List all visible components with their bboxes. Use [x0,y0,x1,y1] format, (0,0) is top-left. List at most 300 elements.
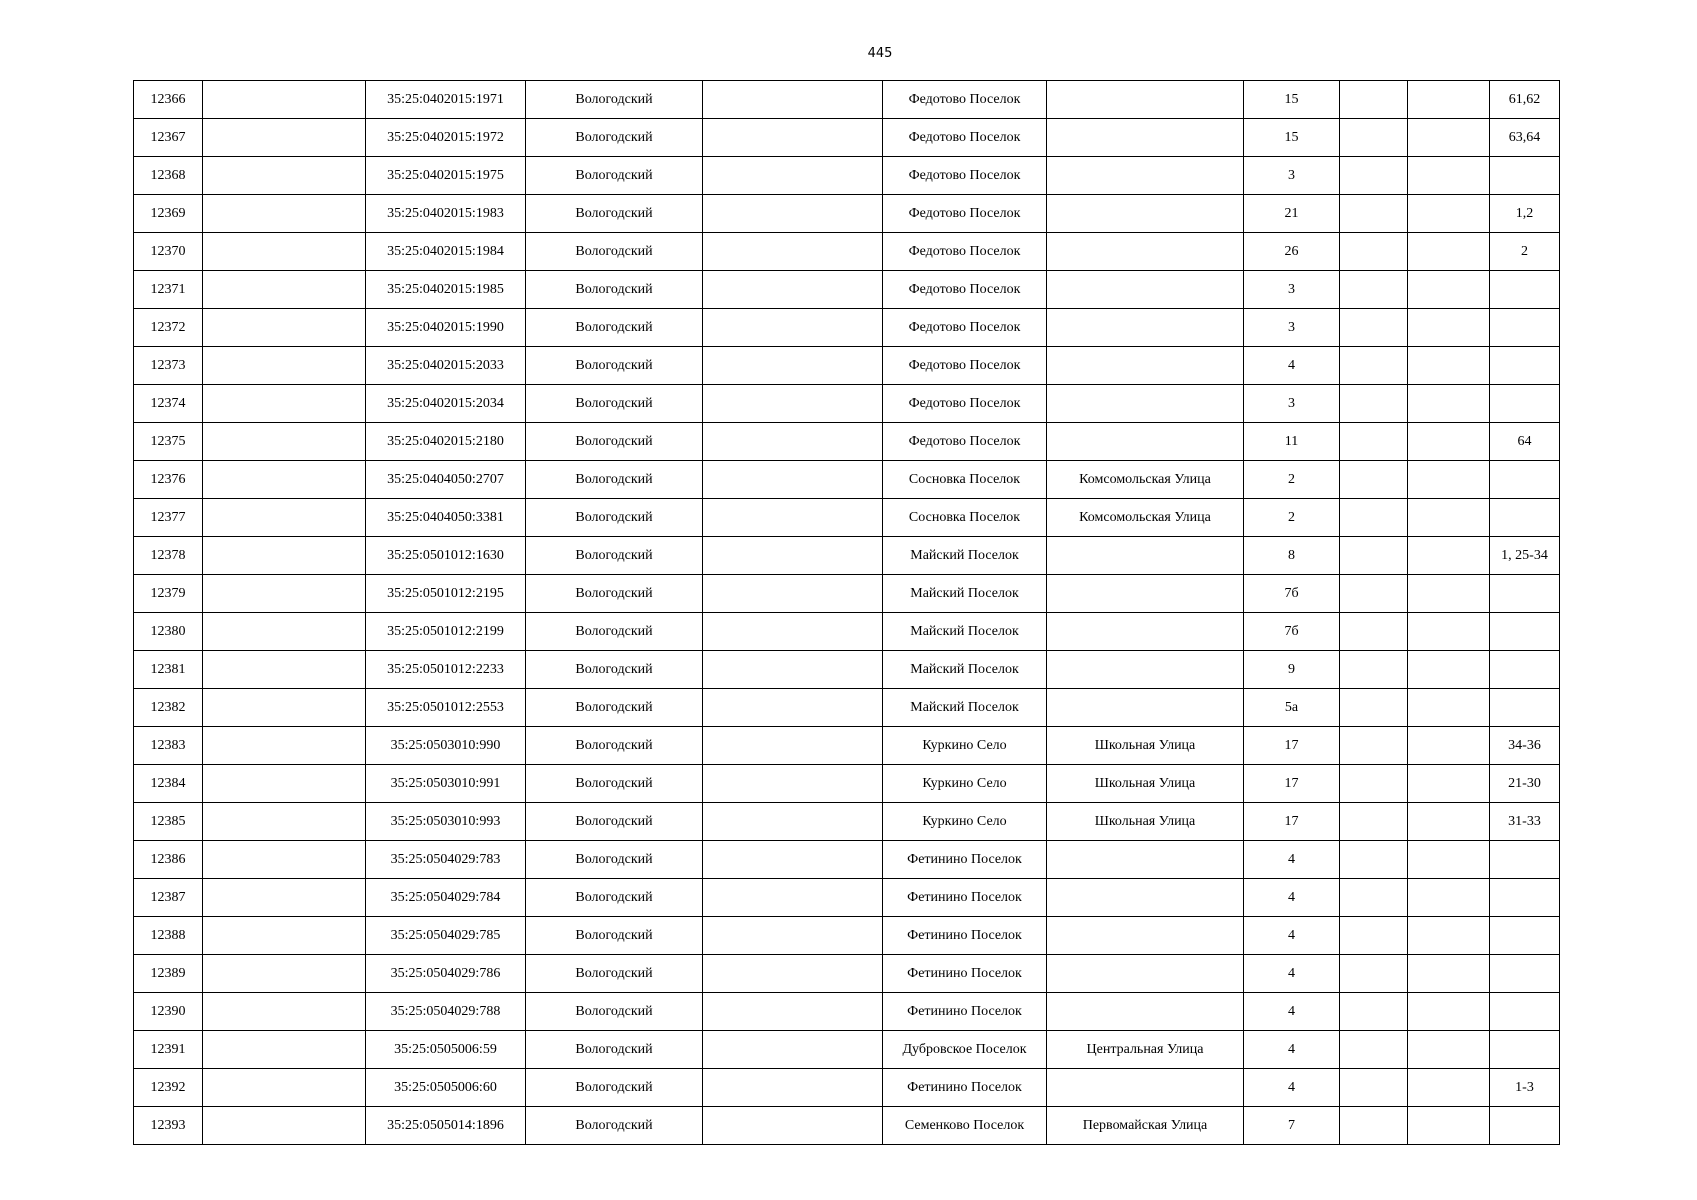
blank-cell [1340,385,1408,423]
blank-cell [1408,879,1490,917]
street-cell [1047,347,1244,385]
house-number-cell: 3 [1244,157,1340,195]
settlement-cell: Федотово Поселок [883,423,1047,461]
table-row [134,119,1560,157]
blank-cell [703,1069,883,1107]
blank-cell [703,955,883,993]
house-number-cell: 11 [1244,423,1340,461]
blank-cell [1340,727,1408,765]
house-number-cell: 17 [1244,727,1340,765]
district-cell: Вологодский [526,233,703,271]
record-number-cell: 12390 [134,993,203,1031]
blank-cell [703,157,883,195]
cadastral-number-cell: 35:25:0402015:2034 [366,385,526,423]
blank-cell [203,1107,366,1145]
table-row [134,955,1560,993]
apartment-cell: 63,64 [1490,119,1560,157]
house-number-cell: 15 [1244,119,1340,157]
blank-cell [703,1031,883,1069]
table-row [134,841,1560,879]
blank-cell [1408,1107,1490,1145]
district-cell: Вологодский [526,803,703,841]
street-cell [1047,841,1244,879]
record-number-cell: 12376 [134,461,203,499]
record-number-cell: 12377 [134,499,203,537]
house-number-cell: 4 [1244,879,1340,917]
blank-cell [1340,499,1408,537]
blank-cell [703,195,883,233]
district-cell: Вологодский [526,917,703,955]
house-number-cell: 9 [1244,651,1340,689]
cadastral-number-cell: 35:25:0501012:2199 [366,613,526,651]
settlement-cell: Куркино Село [883,727,1047,765]
house-number-cell: 4 [1244,1031,1340,1069]
street-cell: Школьная Улица [1047,803,1244,841]
street-cell [1047,385,1244,423]
district-cell: Вологодский [526,879,703,917]
blank-cell [703,537,883,575]
house-number-cell: 3 [1244,385,1340,423]
blank-cell [1340,575,1408,613]
street-cell [1047,1069,1244,1107]
apartment-cell: 1, 25-34 [1490,537,1560,575]
apartment-cell [1490,271,1560,309]
cadastral-number-cell: 35:25:0501012:2195 [366,575,526,613]
cadastral-number-cell: 35:25:0402015:1975 [366,157,526,195]
settlement-cell: Федотово Поселок [883,81,1047,119]
blank-cell [203,765,366,803]
record-number-cell: 12383 [134,727,203,765]
apartment-cell [1490,575,1560,613]
table-row [134,575,1560,613]
record-number-cell: 12385 [134,803,203,841]
district-cell: Вологодский [526,461,703,499]
blank-cell [1408,1069,1490,1107]
blank-cell [703,119,883,157]
table-row [134,727,1560,765]
cadastral-number-cell: 35:25:0503010:991 [366,765,526,803]
settlement-cell: Майский Поселок [883,575,1047,613]
settlement-cell: Куркино Село [883,803,1047,841]
house-number-cell: 26 [1244,233,1340,271]
blank-cell [1408,993,1490,1031]
blank-cell [703,385,883,423]
record-number-cell: 12389 [134,955,203,993]
table-row [134,499,1560,537]
table-row [134,309,1560,347]
district-cell: Вологодский [526,993,703,1031]
blank-cell [1340,955,1408,993]
blank-cell [203,651,366,689]
district-cell: Вологодский [526,727,703,765]
blank-cell [203,385,366,423]
apartment-cell: 34-36 [1490,727,1560,765]
settlement-cell: Федотово Поселок [883,233,1047,271]
settlement-cell: Федотово Поселок [883,347,1047,385]
apartment-cell [1490,955,1560,993]
table-row [134,651,1560,689]
record-number-cell: 12367 [134,119,203,157]
apartment-cell [1490,993,1560,1031]
blank-cell [203,727,366,765]
blank-cell [1408,423,1490,461]
blank-cell [1340,119,1408,157]
table-row [134,917,1560,955]
district-cell: Вологодский [526,309,703,347]
district-cell: Вологодский [526,1107,703,1145]
blank-cell [703,613,883,651]
apartment-cell [1490,309,1560,347]
district-cell: Вологодский [526,537,703,575]
blank-cell [1408,1031,1490,1069]
blank-cell [1408,347,1490,385]
house-number-cell: 7 [1244,1107,1340,1145]
apartment-cell [1490,499,1560,537]
blank-cell [1340,993,1408,1031]
blank-cell [703,689,883,727]
record-number-cell: 12366 [134,81,203,119]
apartment-cell [1490,917,1560,955]
street-cell [1047,955,1244,993]
blank-cell [1408,955,1490,993]
blank-cell [1340,271,1408,309]
cadastral-number-cell: 35:25:0501012:2553 [366,689,526,727]
apartment-cell [1490,689,1560,727]
district-cell: Вологодский [526,347,703,385]
table-row [134,879,1560,917]
blank-cell [203,347,366,385]
blank-cell [1340,195,1408,233]
blank-cell [1340,423,1408,461]
district-cell: Вологодский [526,651,703,689]
blank-cell [1340,1031,1408,1069]
blank-cell [203,1069,366,1107]
table-row [134,271,1560,309]
blank-cell [1408,499,1490,537]
blank-cell [1408,689,1490,727]
house-number-cell: 2 [1244,499,1340,537]
blank-cell [703,727,883,765]
house-number-cell: 5а [1244,689,1340,727]
apartment-cell [1490,613,1560,651]
blank-cell [1408,803,1490,841]
street-cell [1047,537,1244,575]
settlement-cell: Майский Поселок [883,537,1047,575]
blank-cell [203,955,366,993]
blank-cell [203,537,366,575]
table-row [134,765,1560,803]
blank-cell [1340,613,1408,651]
registry-table-body [134,81,1560,1145]
blank-cell [1408,81,1490,119]
record-number-cell: 12372 [134,309,203,347]
street-cell [1047,233,1244,271]
table-row [134,1107,1560,1145]
cadastral-number-cell: 35:25:0402015:1984 [366,233,526,271]
district-cell: Вологодский [526,119,703,157]
record-number-cell: 12380 [134,613,203,651]
district-cell: Вологодский [526,81,703,119]
blank-cell [1340,1069,1408,1107]
street-cell: Школьная Улица [1047,727,1244,765]
record-number-cell: 12384 [134,765,203,803]
blank-cell [703,879,883,917]
blank-cell [1340,879,1408,917]
blank-cell [1408,651,1490,689]
record-number-cell: 12386 [134,841,203,879]
cadastral-number-cell: 35:25:0503010:990 [366,727,526,765]
apartment-cell [1490,347,1560,385]
settlement-cell: Федотово Поселок [883,157,1047,195]
blank-cell [703,765,883,803]
house-number-cell: 4 [1244,993,1340,1031]
street-cell: Первомайская Улица [1047,1107,1244,1145]
cadastral-number-cell: 35:25:0501012:1630 [366,537,526,575]
blank-cell [1408,309,1490,347]
street-cell [1047,195,1244,233]
apartment-cell [1490,385,1560,423]
street-cell: Комсомольская Улица [1047,461,1244,499]
street-cell [1047,423,1244,461]
blank-cell [203,499,366,537]
street-cell: Комсомольская Улица [1047,499,1244,537]
street-cell [1047,119,1244,157]
street-cell [1047,689,1244,727]
blank-cell [1340,841,1408,879]
blank-cell [1408,271,1490,309]
table-row [134,803,1560,841]
blank-cell [203,157,366,195]
district-cell: Вологодский [526,271,703,309]
house-number-cell: 4 [1244,347,1340,385]
apartment-cell: 21-30 [1490,765,1560,803]
settlement-cell: Федотово Поселок [883,195,1047,233]
district-cell: Вологодский [526,1069,703,1107]
apartment-cell: 31-33 [1490,803,1560,841]
blank-cell [1340,157,1408,195]
district-cell: Вологодский [526,575,703,613]
record-number-cell: 12387 [134,879,203,917]
district-cell: Вологодский [526,765,703,803]
settlement-cell: Куркино Село [883,765,1047,803]
blank-cell [1408,765,1490,803]
blank-cell [1340,537,1408,575]
blank-cell [703,461,883,499]
blank-cell [1408,613,1490,651]
settlement-cell: Фетинино Поселок [883,955,1047,993]
table-row [134,195,1560,233]
cadastral-number-cell: 35:25:0402015:1983 [366,195,526,233]
settlement-cell: Федотово Поселок [883,271,1047,309]
blank-cell [1340,1107,1408,1145]
house-number-cell: 4 [1244,841,1340,879]
blank-cell [1408,461,1490,499]
blank-cell [203,879,366,917]
cadastral-number-cell: 35:25:0504029:783 [366,841,526,879]
settlement-cell: Фетинино Поселок [883,841,1047,879]
blank-cell [1408,233,1490,271]
record-number-cell: 12392 [134,1069,203,1107]
record-number-cell: 12374 [134,385,203,423]
record-number-cell: 12391 [134,1031,203,1069]
house-number-cell: 4 [1244,917,1340,955]
district-cell: Вологодский [526,1031,703,1069]
blank-cell [1340,651,1408,689]
cadastral-number-cell: 35:25:0501012:2233 [366,651,526,689]
street-cell: Школьная Улица [1047,765,1244,803]
cadastral-number-cell: 35:25:0505006:59 [366,1031,526,1069]
blank-cell [1408,157,1490,195]
apartment-cell [1490,841,1560,879]
settlement-cell: Дубровское Поселок [883,1031,1047,1069]
blank-cell [203,271,366,309]
district-cell: Вологодский [526,157,703,195]
cadastral-number-cell: 35:25:0402015:1972 [366,119,526,157]
blank-cell [703,423,883,461]
blank-cell [703,347,883,385]
apartment-cell [1490,651,1560,689]
table-row [134,537,1560,575]
district-cell: Вологодский [526,423,703,461]
blank-cell [203,195,366,233]
table-row [134,385,1560,423]
house-number-cell: 7б [1244,575,1340,613]
house-number-cell: 15 [1244,81,1340,119]
settlement-cell: Сосновка Поселок [883,461,1047,499]
cadastral-number-cell: 35:25:0504029:784 [366,879,526,917]
blank-cell [203,1031,366,1069]
record-number-cell: 12393 [134,1107,203,1145]
blank-cell [703,575,883,613]
table-row [134,233,1560,271]
blank-cell [703,651,883,689]
record-number-cell: 12381 [134,651,203,689]
district-cell: Вологодский [526,499,703,537]
cadastral-number-cell: 35:25:0504029:788 [366,993,526,1031]
blank-cell [1408,537,1490,575]
house-number-cell: 3 [1244,309,1340,347]
record-number-cell: 12379 [134,575,203,613]
blank-cell [703,917,883,955]
blank-cell [203,613,366,651]
settlement-cell: Федотово Поселок [883,385,1047,423]
street-cell [1047,993,1244,1031]
blank-cell [1340,461,1408,499]
cadastral-number-cell: 35:25:0402015:1985 [366,271,526,309]
settlement-cell: Семенково Поселок [883,1107,1047,1145]
settlement-cell: Фетинино Поселок [883,879,1047,917]
cadastral-number-cell: 35:25:0503010:993 [366,803,526,841]
blank-cell [1340,689,1408,727]
house-number-cell: 8 [1244,537,1340,575]
table-row [134,613,1560,651]
registry-table [133,80,1560,1145]
blank-cell [203,119,366,157]
blank-cell [203,575,366,613]
blank-cell [203,81,366,119]
cadastral-number-cell: 35:25:0404050:3381 [366,499,526,537]
apartment-cell [1490,461,1560,499]
street-cell [1047,157,1244,195]
settlement-cell: Фетинино Поселок [883,917,1047,955]
cadastral-number-cell: 35:25:0402015:1971 [366,81,526,119]
house-number-cell: 4 [1244,955,1340,993]
table-row [134,1031,1560,1069]
record-number-cell: 12382 [134,689,203,727]
table-row [134,81,1560,119]
blank-cell [703,309,883,347]
blank-cell [1408,119,1490,157]
street-cell [1047,651,1244,689]
table-row [134,347,1560,385]
table-row [134,461,1560,499]
record-number-cell: 12378 [134,537,203,575]
settlement-cell: Майский Поселок [883,689,1047,727]
blank-cell [1408,575,1490,613]
apartment-cell [1490,879,1560,917]
blank-cell [1340,347,1408,385]
cadastral-number-cell: 35:25:0505006:60 [366,1069,526,1107]
house-number-cell: 21 [1244,195,1340,233]
house-number-cell: 17 [1244,803,1340,841]
blank-cell [1408,841,1490,879]
settlement-cell: Майский Поселок [883,651,1047,689]
blank-cell [203,233,366,271]
district-cell: Вологодский [526,689,703,727]
apartment-cell: 61,62 [1490,81,1560,119]
street-cell [1047,309,1244,347]
street-cell [1047,917,1244,955]
blank-cell [1340,81,1408,119]
blank-cell [203,841,366,879]
apartment-cell: 64 [1490,423,1560,461]
cadastral-number-cell: 35:25:0504029:785 [366,917,526,955]
street-cell [1047,879,1244,917]
record-number-cell: 12388 [134,917,203,955]
blank-cell [1408,195,1490,233]
blank-cell [703,803,883,841]
blank-cell [203,689,366,727]
record-number-cell: 12373 [134,347,203,385]
table-row [134,423,1560,461]
house-number-cell: 3 [1244,271,1340,309]
house-number-cell: 2 [1244,461,1340,499]
street-cell [1047,271,1244,309]
house-number-cell: 4 [1244,1069,1340,1107]
blank-cell [1340,309,1408,347]
table-row [134,993,1560,1031]
record-number-cell: 12371 [134,271,203,309]
house-number-cell: 7б [1244,613,1340,651]
apartment-cell [1490,157,1560,195]
blank-cell [1408,385,1490,423]
apartment-cell [1490,1031,1560,1069]
blank-cell [203,309,366,347]
street-cell [1047,575,1244,613]
cadastral-number-cell: 35:25:0404050:2707 [366,461,526,499]
district-cell: Вологодский [526,385,703,423]
blank-cell [703,499,883,537]
blank-cell [703,233,883,271]
street-cell [1047,81,1244,119]
settlement-cell: Фетинино Поселок [883,993,1047,1031]
street-cell [1047,613,1244,651]
cadastral-number-cell: 35:25:0402015:1990 [366,309,526,347]
cadastral-number-cell: 35:25:0504029:786 [366,955,526,993]
blank-cell [1340,803,1408,841]
blank-cell [1340,233,1408,271]
blank-cell [203,917,366,955]
